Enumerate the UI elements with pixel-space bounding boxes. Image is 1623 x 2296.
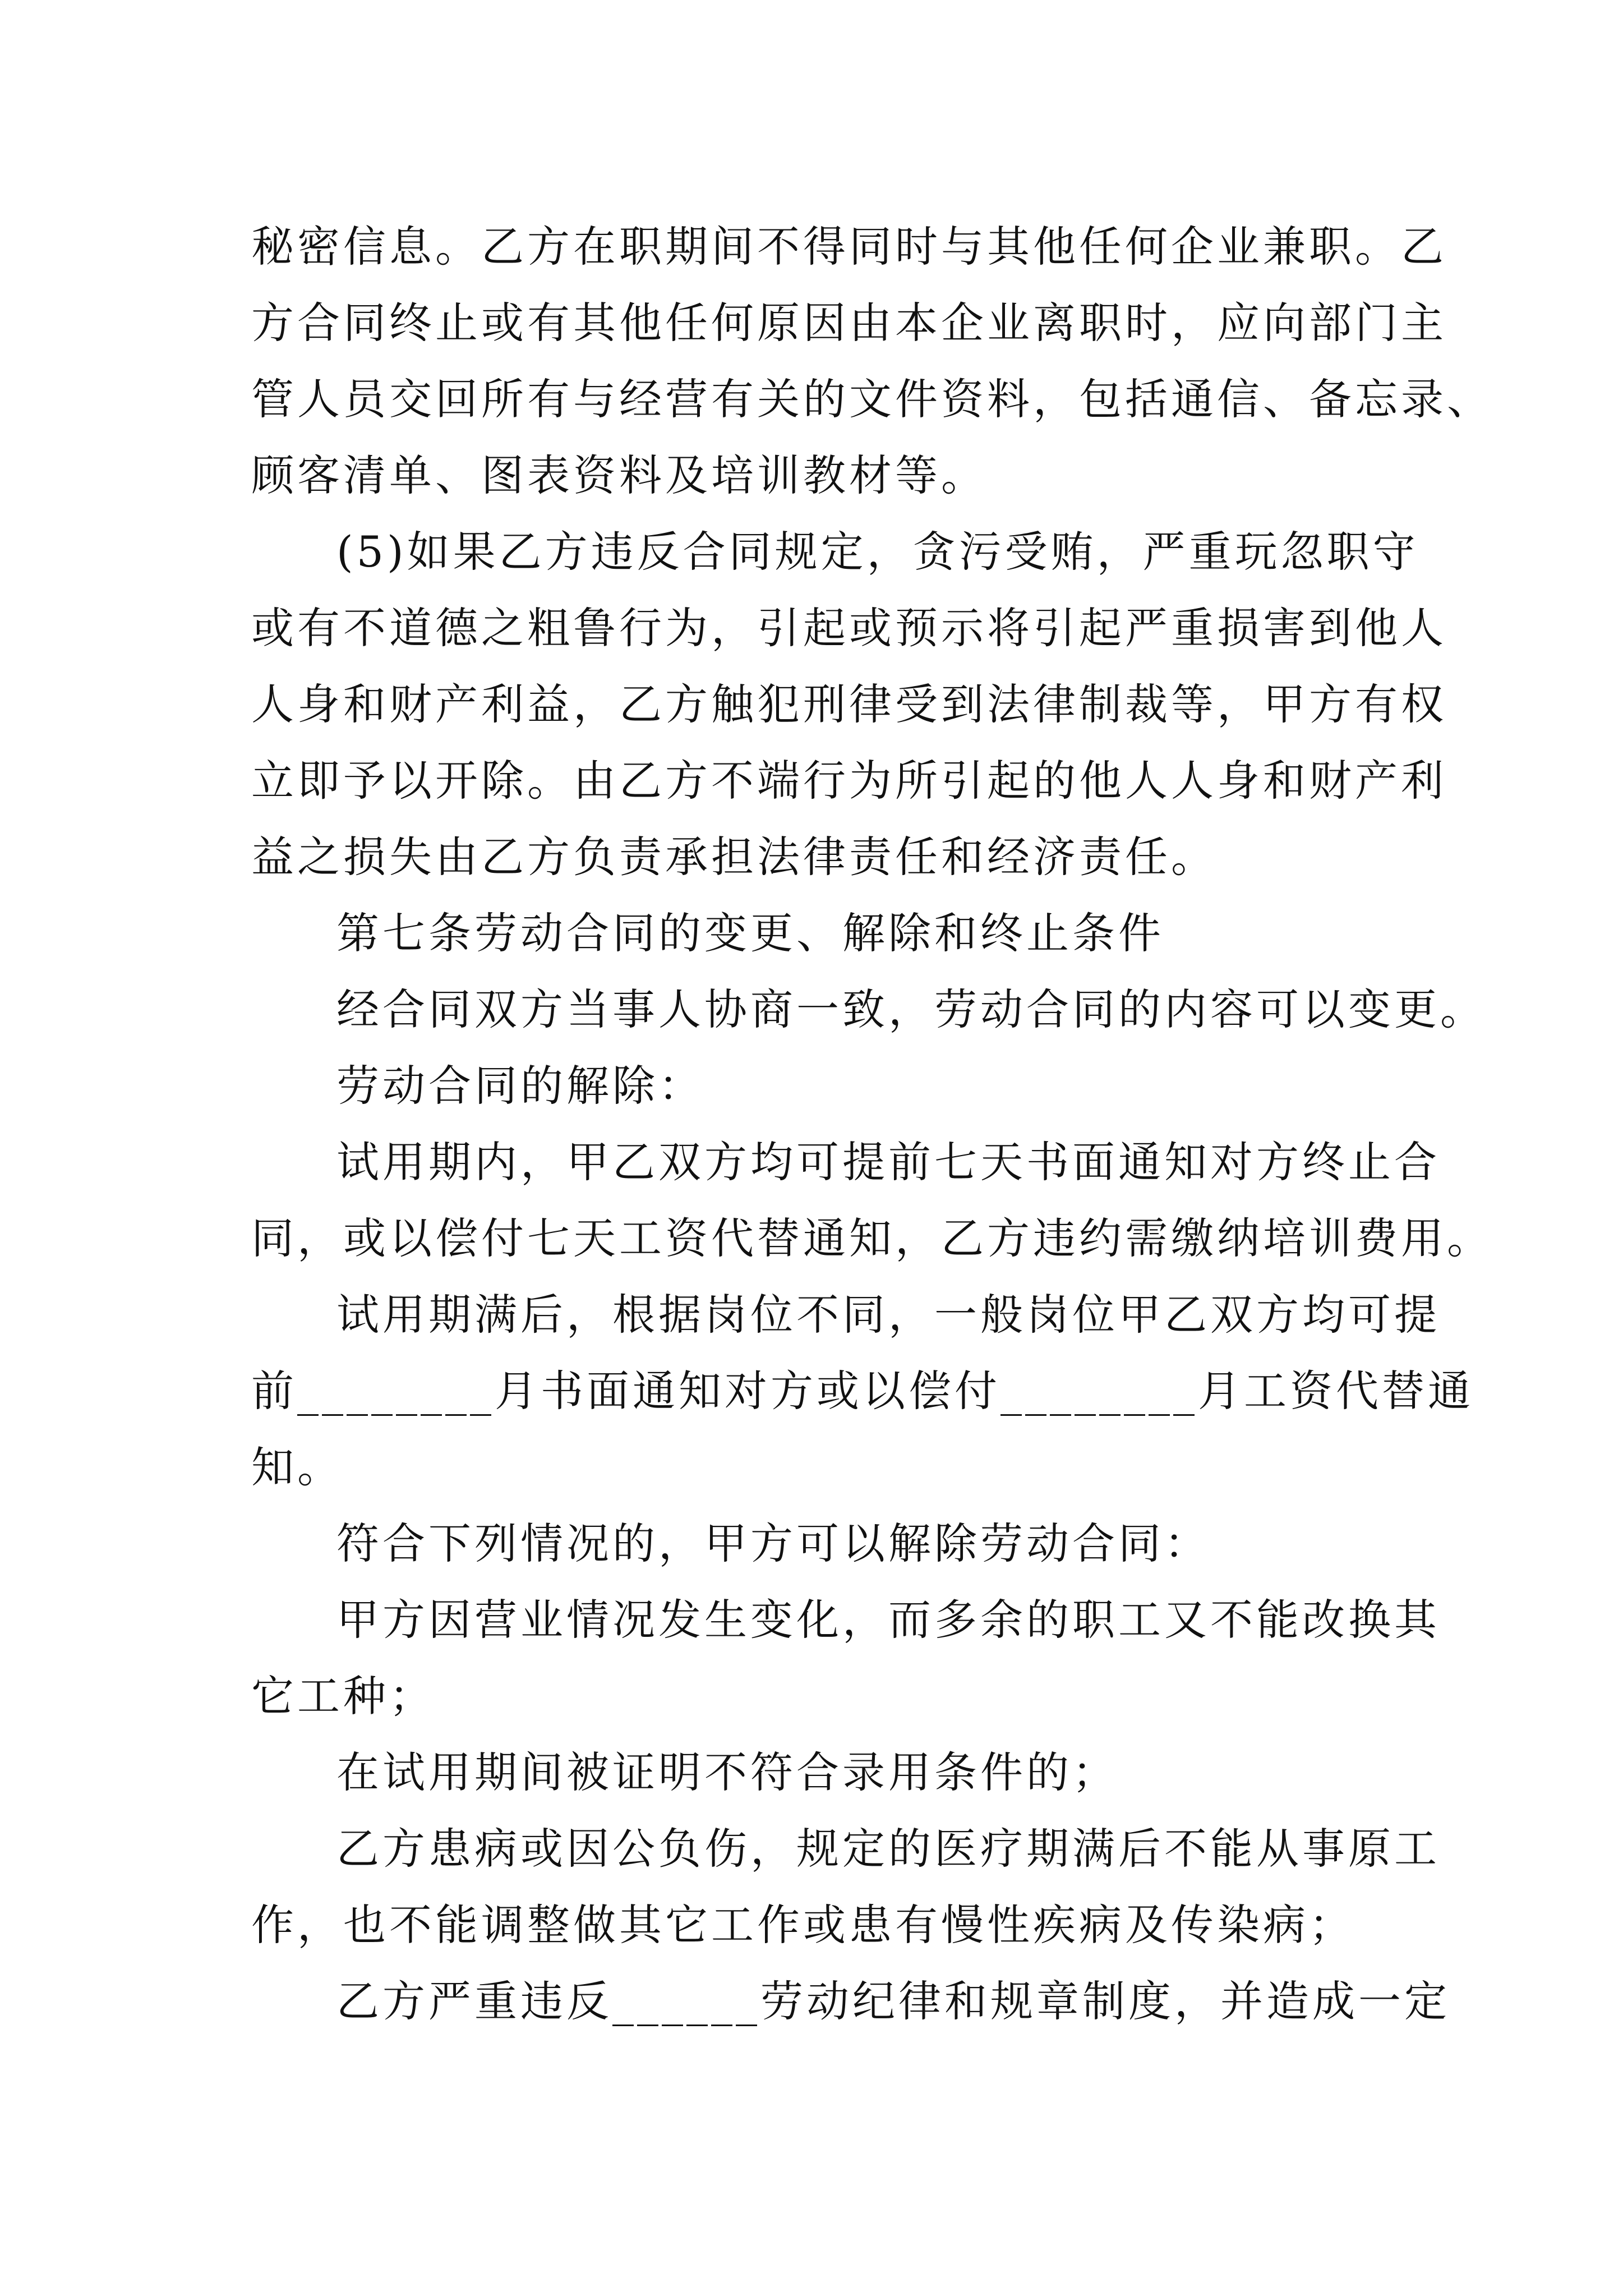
paragraph-start: 乙方严重违反______劳动纪律和规章制度，并造成一定: [336, 1976, 1450, 2026]
text-line: 秘密信息。乙方在职期间不得同时与其他任何企业兼职。乙: [251, 222, 1447, 272]
text-line: 作，也不能调整做其它工作或患有慢性疾病及传染病；: [251, 1900, 1355, 1950]
text-line: 顾客清单、图表资料及培训教材等。: [251, 450, 987, 500]
section-heading: 第七条劳动合同的变更、解除和终止条件: [336, 908, 1164, 958]
paragraph-start: 经合同双方当事人协商一致，劳动合同的内容可以变更。: [336, 984, 1486, 1034]
text-line: 管人员交回所有与经营有关的文件资料，包括通信、备忘录、: [251, 374, 1493, 424]
text-line: 同，或以偿付七天工资代替通知，乙方违约需缴纳培训费用。: [251, 1213, 1493, 1263]
paragraph-start: (5)如果乙方违反合同规定，贪污受贿，严重玩忽职守: [336, 527, 1419, 577]
paragraph-start: 甲方因营业情况发生变化，而多余的职工又不能改换其: [336, 1595, 1440, 1645]
text-line: 益之损失由乙方负责承担法律责任和经济责任。: [251, 832, 1217, 882]
paragraph-start: 在试用期间被证明不符合录用条件的；: [336, 1747, 1118, 1797]
paragraph-start: 劳动合同的解除：: [336, 1061, 704, 1111]
paragraph-start: 试用期内，甲乙双方均可提前七天书面通知对方终止合: [336, 1137, 1440, 1187]
text-line: 人身和财产利益，乙方触犯刑律受到法律制裁等，甲方有权: [251, 679, 1447, 729]
paragraph-start: 乙方患病或因公负伤，规定的医疗期满后不能从事原工: [336, 1824, 1440, 1874]
text-line: 立即予以开除。由乙方不端行为所引起的他人人身和财产利: [251, 756, 1447, 806]
paragraph-start: 试用期满后，根据岗位不同，一般岗位甲乙双方均可提: [336, 1290, 1440, 1340]
text-line: 前________月书面通知对方或以偿付________月工资代替通: [251, 1366, 1474, 1416]
paragraph-start: 符合下列情况的，甲方可以解除劳动合同：: [336, 1519, 1210, 1568]
text-line: 它工种；: [251, 1671, 435, 1721]
text-line: 或有不道德之粗鲁行为，引起或预示将引起严重损害到他人: [251, 603, 1447, 653]
text-line: 知。: [251, 1442, 343, 1492]
text-line: 方合同终止或有其他任何原因由本企业离职时，应向部门主: [251, 298, 1447, 348]
